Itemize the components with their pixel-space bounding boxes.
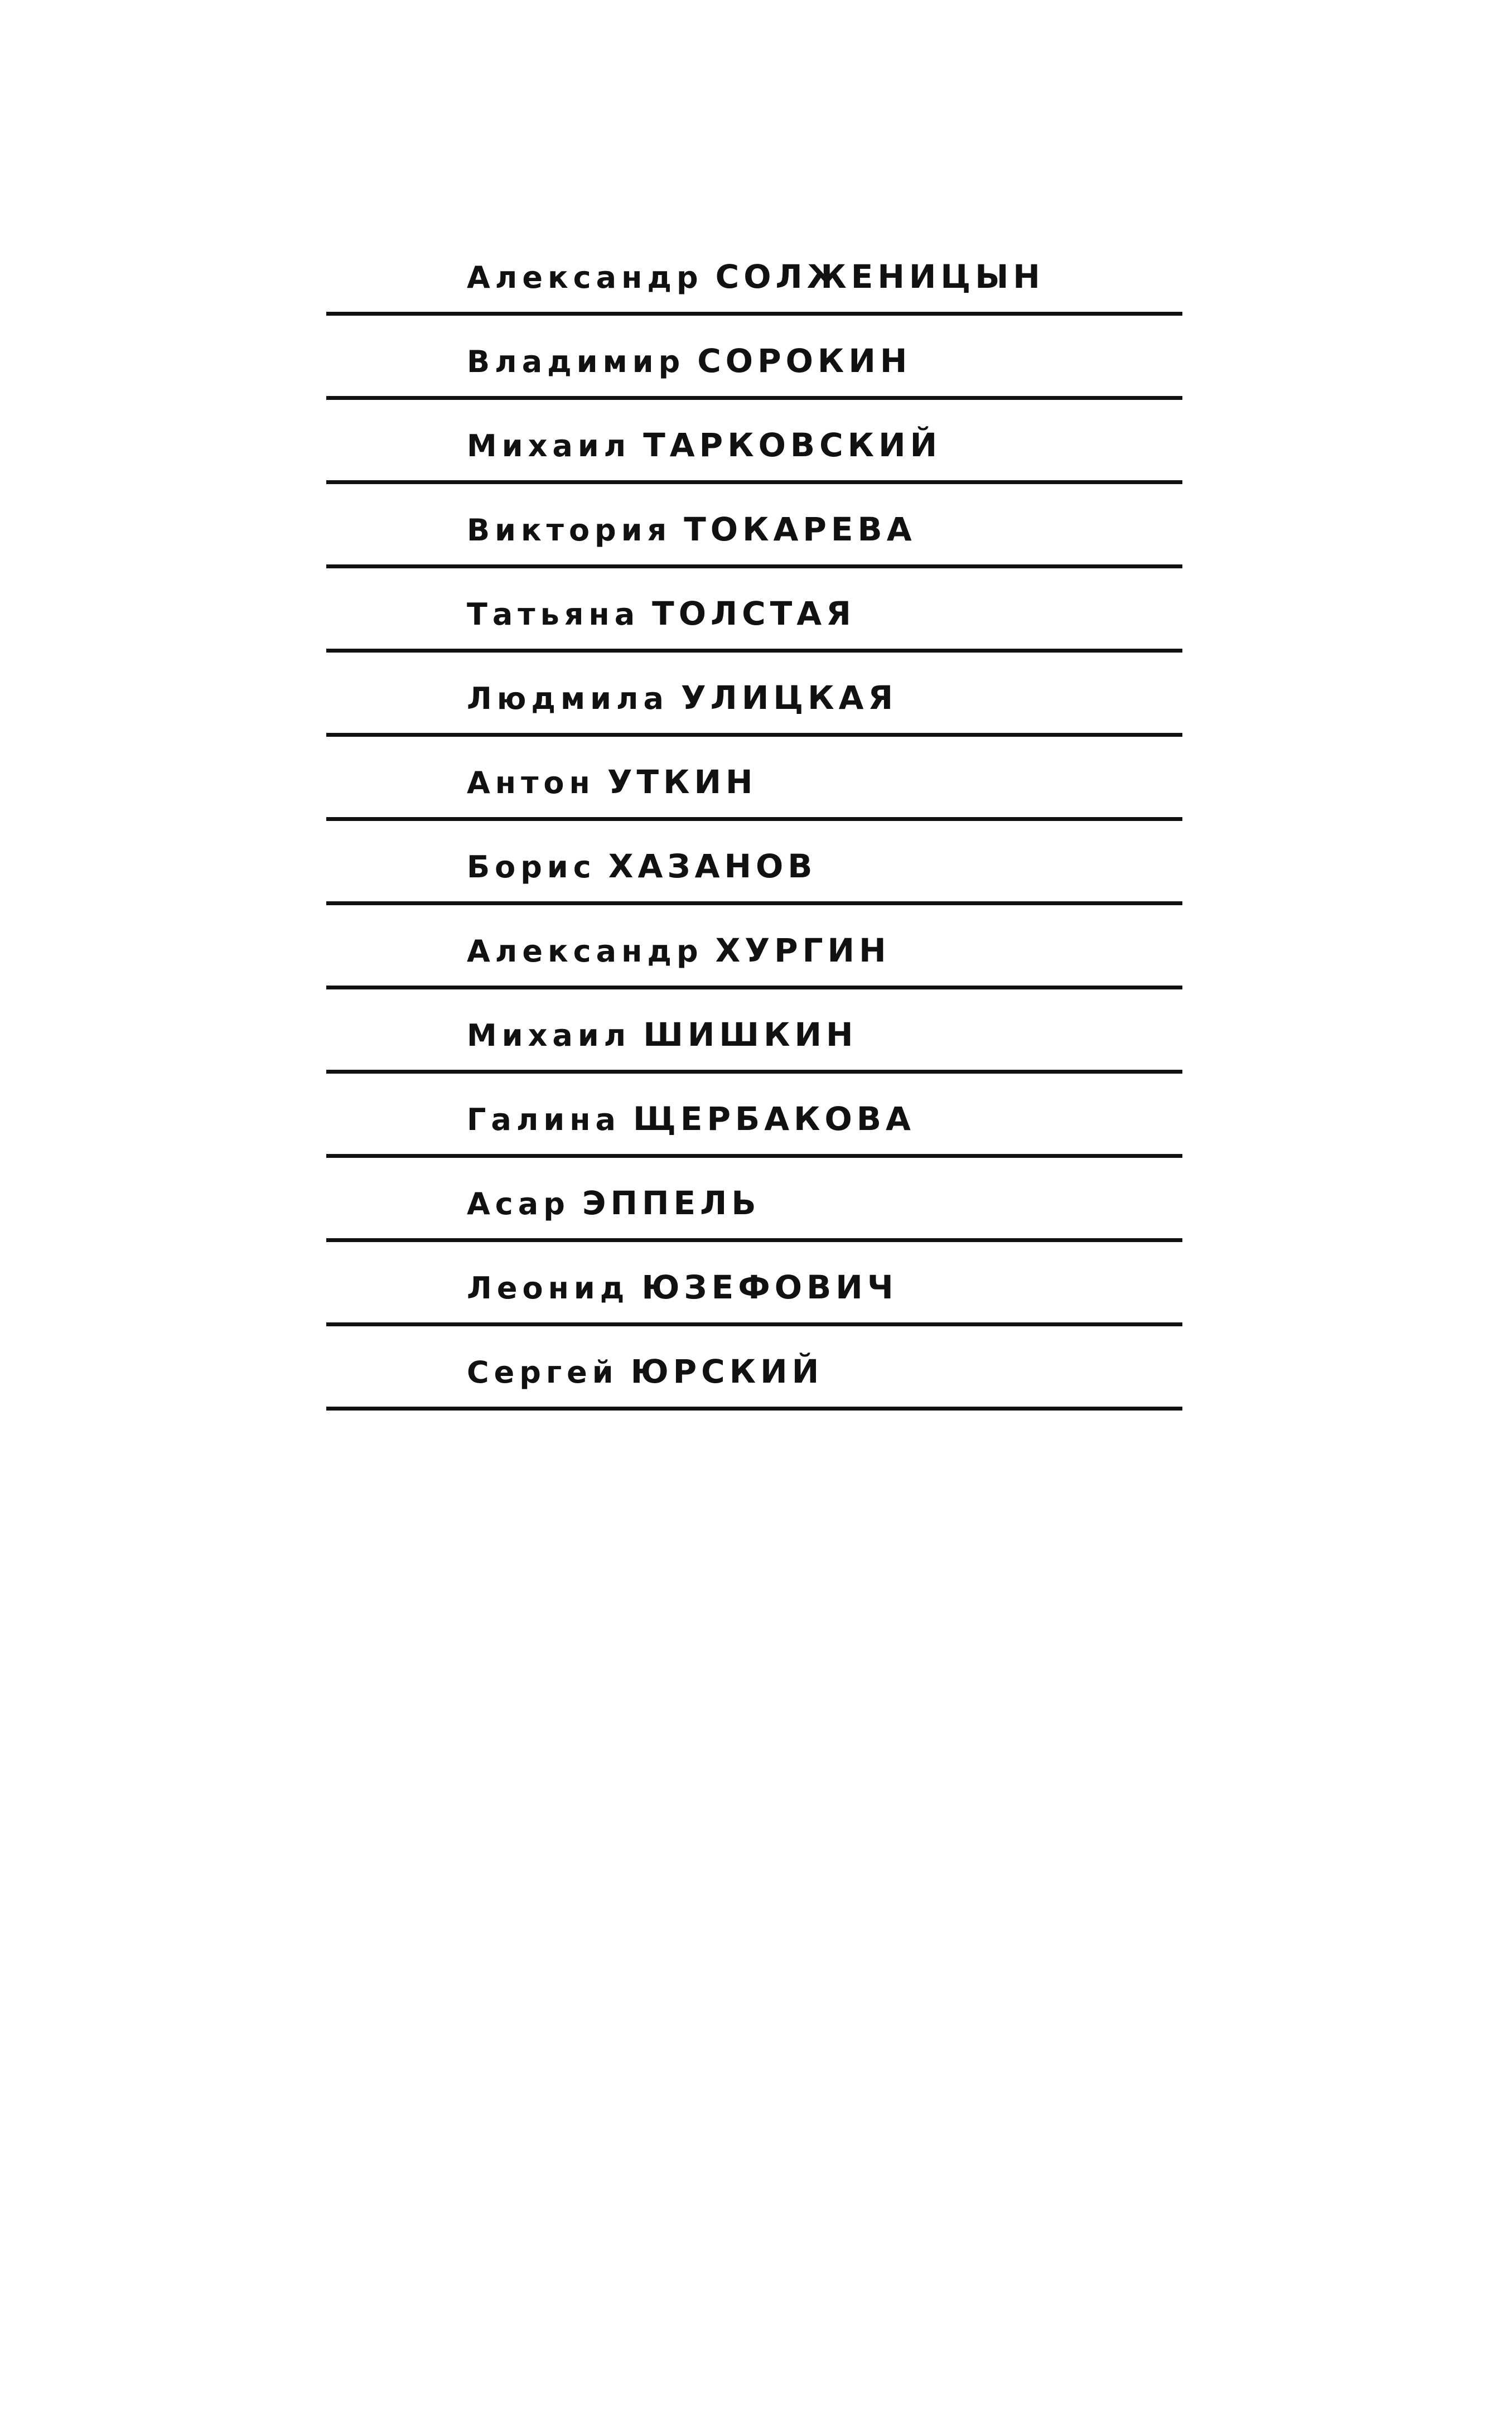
author-surname: УЛИЦКАЯ <box>680 679 898 717</box>
author-surname: СОЛЖЕНИЦЫН <box>715 258 1045 296</box>
author-surname: УТКИН <box>607 763 757 801</box>
author-name <box>467 510 916 550</box>
author-name <box>467 762 757 803</box>
author-entry-tolstaya <box>326 568 1182 653</box>
author-first-name: Владимир <box>467 344 685 379</box>
author-entry-ulitskaya <box>326 653 1182 737</box>
author-list <box>326 231 1182 1411</box>
author-first-name: Михаил <box>467 428 631 463</box>
author-first-name: Антон <box>467 765 595 800</box>
author-first-name: Людмила <box>467 681 669 716</box>
author-name <box>467 1184 761 1224</box>
author-first-name: Татьяна <box>467 597 640 632</box>
author-surname: ХУРГИН <box>715 931 891 969</box>
author-name <box>467 1099 915 1139</box>
author-surname: ЭППЕЛЬ <box>582 1184 761 1222</box>
author-name <box>467 847 817 887</box>
author-name <box>467 1268 898 1308</box>
author-name <box>467 678 897 718</box>
author-first-name: Михаил <box>467 1018 631 1053</box>
author-first-name: Виктория <box>467 513 672 548</box>
author-entry-khazanov <box>326 821 1182 905</box>
author-name <box>467 341 911 381</box>
author-first-name: Асар <box>467 1186 570 1221</box>
author-entry-tokareva <box>326 484 1182 568</box>
author-first-name: Леонид <box>467 1271 630 1306</box>
author-first-name: Александр <box>467 260 703 295</box>
author-first-name: Галина <box>467 1102 621 1137</box>
author-surname: ЩЕРБАКОВА <box>633 1100 915 1138</box>
author-surname: ТОКАРЕВА <box>684 510 916 548</box>
author-name <box>467 1352 823 1392</box>
author-surname: ШИШКИН <box>643 1016 858 1054</box>
author-name <box>467 931 891 971</box>
author-entry-shishkin <box>326 989 1182 1074</box>
author-first-name: Борис <box>467 849 596 885</box>
author-entry-utkin <box>326 737 1182 821</box>
author-surname: СОРОКИН <box>697 342 912 380</box>
author-entry-sorokin <box>326 316 1182 400</box>
author-surname: ЮЗЕФОВИЧ <box>641 1268 898 1306</box>
author-entry-khurgin <box>326 905 1182 989</box>
author-entry-eppel <box>326 1158 1182 1242</box>
author-entry-tarkovsky <box>326 400 1182 484</box>
author-name <box>467 594 856 634</box>
author-entry-shcherbakova <box>326 1074 1182 1158</box>
author-entry-solzhenitsyn <box>326 231 1182 316</box>
author-name <box>467 426 941 466</box>
author-surname: ХАЗАНОВ <box>608 847 817 885</box>
author-first-name: Сергей <box>467 1355 619 1390</box>
author-entry-yursky <box>326 1326 1182 1411</box>
author-name <box>467 1015 858 1055</box>
author-first-name: Александр <box>467 934 703 969</box>
author-entry-yuzefovich <box>326 1242 1182 1326</box>
author-surname: ЮРСКИЙ <box>630 1353 824 1390</box>
author-surname: ТАРКОВСКИЙ <box>643 426 942 464</box>
author-surname: ТОЛСТАЯ <box>652 595 856 632</box>
author-name <box>467 257 1045 297</box>
